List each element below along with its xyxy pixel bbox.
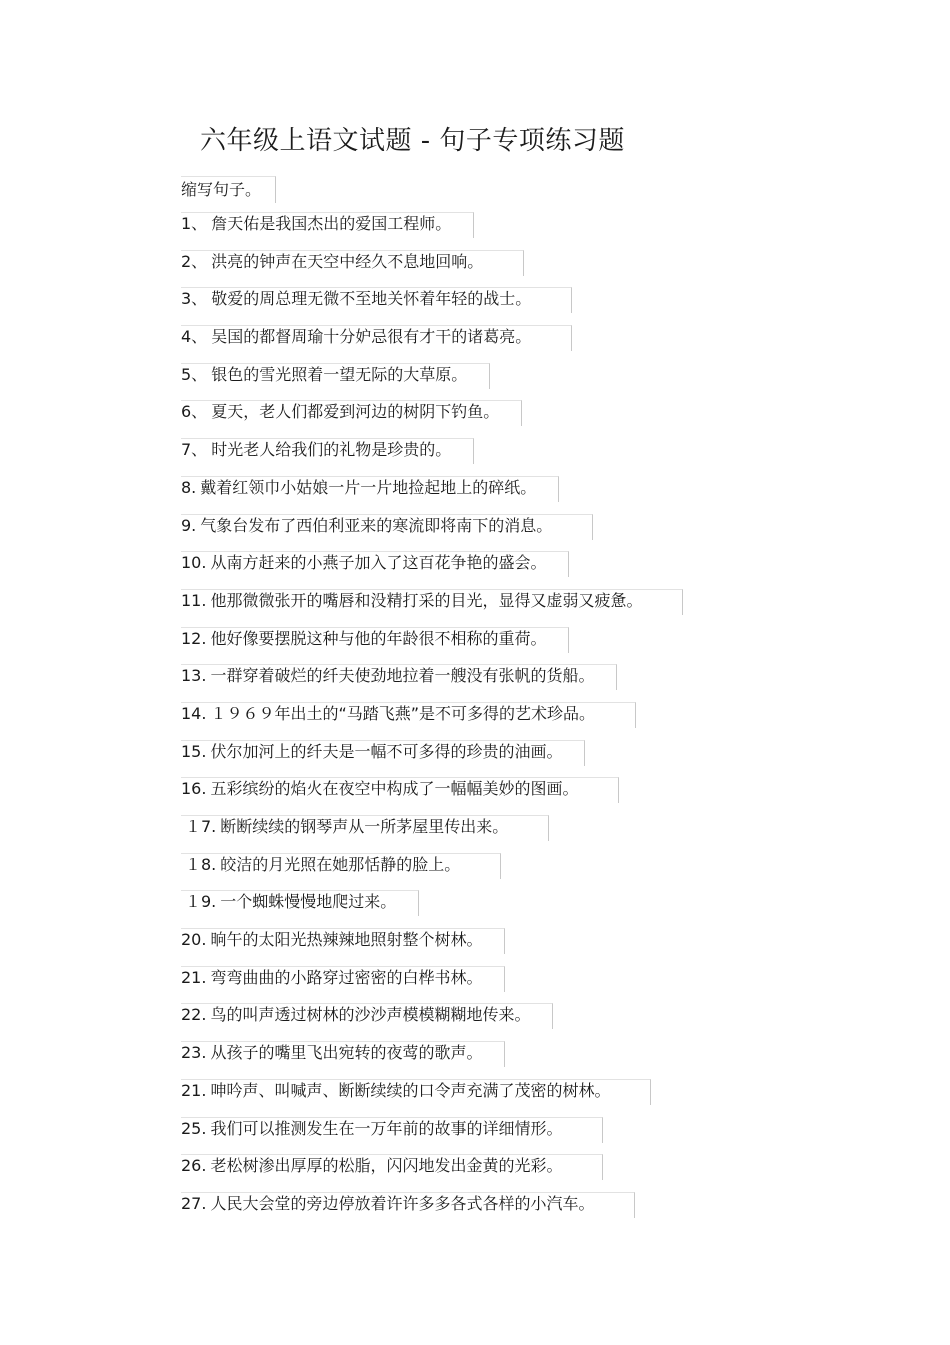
question-text: 敬爱的周总理无微不至地关怀着年轻的战士。: [211, 289, 532, 309]
section-heading: [181, 176, 276, 203]
question-number: 25.: [181, 1118, 207, 1138]
question-item: [181, 664, 683, 702]
question-box: [181, 1003, 553, 1029]
question-number: 5、: [181, 364, 208, 384]
question-item: [181, 514, 683, 552]
question-box: [181, 476, 559, 502]
question-text: 银色的雪光照着一望无际的大草原。: [211, 364, 468, 384]
question-number: 21.: [181, 967, 207, 987]
question-number: １7.: [185, 817, 217, 836]
question-text: 鸟的叫声透过树林的沙沙声模模糊糊地传来。: [210, 1005, 531, 1025]
question-text: 一个蜘蛛慢慢地爬过来。: [220, 892, 397, 912]
question-number: 22.: [181, 1005, 207, 1025]
question-box: [181, 363, 490, 389]
question-number: 16.: [181, 779, 207, 799]
question-item: [181, 1079, 683, 1117]
question-number: １8.: [185, 854, 217, 874]
question-box: [181, 928, 505, 954]
question-number: 20.: [181, 930, 207, 950]
question-text: 皎洁的月光照在她那恬静的脸上。: [220, 854, 461, 874]
question-box: [181, 702, 636, 728]
question-text: 洪亮的钟声在天空中经久不息地回响。: [211, 251, 484, 271]
question-text: 弯弯曲曲的小路穿过密密的白桦书林。: [210, 967, 483, 987]
question-box: [181, 325, 572, 351]
question-number: 26.: [181, 1156, 207, 1176]
question-number: 9.: [181, 515, 197, 535]
question-text: 一群穿着破烂的纤夫使劲地拉着一艘没有张帆的货船。: [210, 666, 595, 686]
page-title: 六年级上语文试题 - 句子专项练习题: [200, 126, 625, 156]
question-text: 气象台发布了西伯利亚来的寒流即将南下的消息。: [200, 515, 553, 535]
question-box: [181, 1117, 603, 1143]
question-text: 伏尔加河上的纤夫是一幅不可多得的珍贵的油画。: [210, 741, 563, 761]
question-text: 老松树渗出厚厚的松脂，闪闪地发出金黄的光彩。: [210, 1156, 563, 1176]
question-box: [181, 1041, 505, 1067]
question-box: [181, 212, 474, 238]
question-number: 7、: [181, 440, 208, 460]
question-text: 人民大会堂的旁边停放着许许多多各式各样的小汽车。: [210, 1193, 595, 1213]
question-item: [181, 287, 683, 325]
question-box: [181, 777, 619, 803]
question-number: 13.: [181, 666, 207, 686]
section-heading-text: 缩写句子。: [181, 176, 276, 203]
question-item: [181, 740, 683, 778]
question-text: 五彩缤纷的焰火在夜空中构成了一幅幅美妙的图画。: [210, 779, 579, 799]
question-number: 15.: [181, 741, 207, 761]
question-number: 23.: [181, 1043, 207, 1063]
question-box: [181, 438, 474, 464]
question-text: １９６９年出土的“马踏飞燕”是不可多得的艺术珍品。: [210, 703, 596, 723]
question-item: [181, 890, 683, 928]
question-number: 2、: [181, 251, 208, 271]
question-text: 他那微微张开的嘴唇和没精打采的目光，显得又虚弱又疲惫。: [210, 590, 643, 610]
question-number: 11.: [181, 590, 207, 610]
question-text: 我们可以推测发生在一万年前的故事的详细情形。: [210, 1118, 563, 1138]
question-number: 12.: [181, 628, 207, 648]
question-number: 21.: [181, 1080, 207, 1100]
question-text: 他好像要摆脱这种与他的年龄很不相称的重荷。: [210, 628, 547, 648]
question-item: [181, 551, 683, 589]
question-item: [181, 1041, 683, 1079]
question-number: 4、: [181, 327, 208, 347]
question-box: [181, 1154, 603, 1180]
question-item: [181, 777, 683, 815]
question-box: [181, 1079, 651, 1105]
question-box: [181, 815, 549, 841]
question-text: 断断续续的钢琴声从一所茅屋里传出来。: [220, 817, 509, 836]
question-box: [181, 589, 683, 615]
question-number: 10.: [181, 553, 207, 573]
question-text: 詹天佑是我国杰出的爱国工程师。: [211, 214, 452, 233]
question-item: [181, 476, 683, 514]
question-item: [181, 363, 683, 401]
question-text: 戴着红领巾小姑娘一片一片地捡起地上的碎纸。: [200, 477, 537, 497]
question-number: 14.: [181, 703, 207, 723]
question-text: 时光老人给我们的礼物是珍贵的。: [211, 440, 452, 460]
question-item: [181, 325, 683, 363]
question-item: [181, 1154, 683, 1192]
question-box: [181, 250, 524, 276]
question-box: [181, 627, 569, 653]
question-item: [181, 438, 683, 476]
question-item: [181, 853, 683, 891]
question-number: １9.: [185, 892, 217, 912]
question-number: 6、: [181, 402, 208, 422]
question-number: 3、: [181, 289, 208, 309]
question-box: [181, 966, 505, 992]
question-box: [181, 890, 419, 916]
question-box: [181, 514, 593, 540]
question-box: [181, 1192, 635, 1218]
question-box: [181, 740, 585, 766]
question-item: [181, 928, 683, 966]
question-box: [181, 551, 569, 577]
question-box: [181, 664, 617, 690]
question-item: [181, 1117, 683, 1155]
question-item: [181, 212, 683, 250]
question-text: 从南方赶来的小燕子加入了这百花争艳的盛会。: [210, 553, 547, 573]
question-item: [181, 250, 683, 288]
question-item: [181, 1003, 683, 1041]
question-item: [181, 966, 683, 1004]
question-number: 8.: [181, 477, 197, 497]
question-text: 晌午的太阳光热辣辣地照射整个树林。: [210, 930, 483, 950]
question-text: 从孩子的嘴里飞出宛转的夜莺的歌声。: [210, 1043, 483, 1063]
question-item: [181, 589, 683, 627]
question-text: 夏天，老人们都爱到河边的树阴下钓鱼。: [211, 402, 500, 422]
question-box: [181, 853, 501, 879]
question-list: [181, 212, 683, 1230]
question-box: [181, 400, 522, 426]
question-item: [181, 627, 683, 665]
question-item: [181, 815, 683, 853]
question-item: [181, 702, 683, 740]
question-text: 吴国的都督周瑜十分妒忌很有才干的诸葛亮。: [211, 327, 532, 347]
question-number: 27.: [181, 1193, 207, 1213]
question-item: [181, 1192, 683, 1230]
question-box: [181, 287, 572, 313]
question-item: [181, 400, 683, 438]
question-text: 呻吟声、叫喊声、断断续续的口令声充满了茂密的树林。: [210, 1080, 611, 1100]
question-number: 1、: [181, 214, 208, 233]
